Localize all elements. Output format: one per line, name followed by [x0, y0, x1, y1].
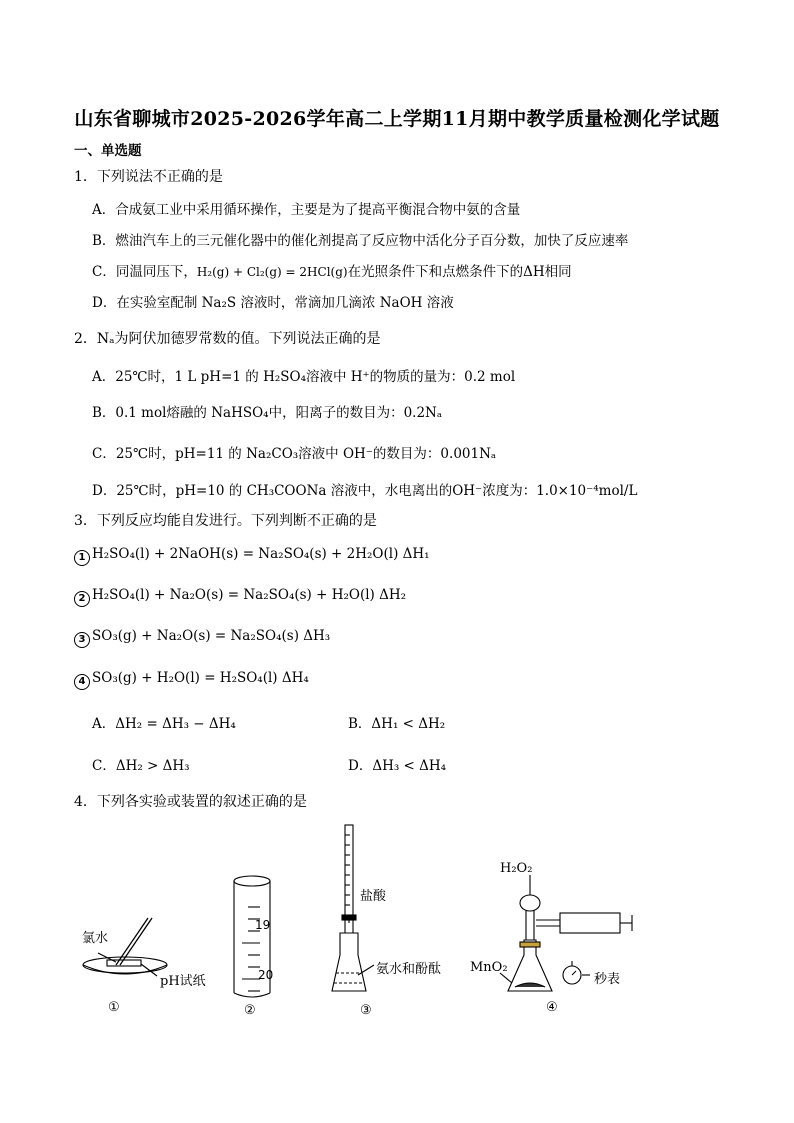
label-chlorine-water: 氯水 [82, 931, 109, 946]
q1-option-c [92, 260, 572, 280]
section-heading: 一、单选题 [74, 143, 142, 159]
circled-number: 2 [74, 591, 90, 607]
figure-number-1: ① [108, 1000, 120, 1015]
q3-equation-4-text: SO₃(g) + H₂O(l) = H₂SO₄(l) ΔH₄ [92, 670, 309, 686]
q2-option-d: D．25℃时，pH=10 的 CH₃COONa 溶液中，水电离出的OH⁻浓度为：1.0×10⁻⁴mol/L [92, 483, 638, 499]
q1-option-d: D．在实验室配制 Na₂S 溶液时，常滴加几滴浓 NaOH 溶液 [92, 295, 454, 311]
q1-option-b: B．燃油汽车上的三元催化器中的催化剂提高了反应物中活化分子百分数，加快了反应速率 [92, 233, 629, 249]
label-mno2: MnO₂ [470, 960, 508, 975]
circled-number: 1 [74, 550, 90, 566]
experiment-apparatus-figure [60, 815, 660, 1025]
figure-number-4: ④ [546, 1000, 558, 1015]
q3-option-c: C．ΔH₂ > ΔH₃ [92, 758, 190, 774]
figure-number-2: ② [244, 1003, 256, 1018]
q3-option-a: A．ΔH₂ = ΔH₃ − ΔH₄ [92, 716, 236, 732]
label-ammonia-phenolphthalein: 氨水和酚酞 [376, 962, 442, 977]
q1-option-c-equation: H₂(g) + Cl₂(g) = 2HCl(g) [196, 265, 348, 279]
q2-option-c: C．25℃时，pH=11 的 Na₂CO₃溶液中 OH⁻的数目为：0.001Nₐ [92, 446, 497, 462]
circled-number: 3 [74, 632, 90, 648]
q1-option-c-prefix: C．同温同压下， [92, 264, 197, 280]
q3-equation-3 [74, 628, 330, 648]
label-hydrochloric-acid: 盐酸 [360, 889, 387, 904]
page-title: 山东省聊城市2025-2026学年高二上学期11月期中教学质量检测化学试题 [74, 108, 720, 130]
q2-option-a: A．25℃时，1 L pH=1 的 H₂SO₄溶液中 H⁺的物质的量为：0.2 mol [92, 369, 516, 385]
q1-option-a: A．合成氨工业中采用循环操作，主要是为了提高平衡混合物中氨的含量 [92, 202, 521, 218]
label-h2o2: H₂O₂ [500, 861, 533, 876]
q3-equation-3-text: SO₃(g) + Na₂O(s) = Na₂SO₄(s) ΔH₃ [92, 628, 331, 644]
q3-equation-2-text: H₂SO₄(l) + Na₂O(s) = Na₂SO₄(s) + H₂O(l) ΔH₂ [92, 587, 407, 603]
label-stopwatch: 秒表 [594, 972, 621, 987]
tick-label-20: 20 [258, 968, 274, 982]
burette-titration [332, 825, 374, 991]
q3-equation-1 [74, 546, 430, 566]
q3-equation-1-text: H₂SO₄(l) + 2NaOH(s) = Na₂SO₄(s) + 2H₂O(l) ΔH₁ [92, 546, 430, 562]
tick-label-19: 19 [255, 918, 271, 932]
q1-option-c-suffix: 在光照条件下和点燃条件下的ΔH相同 [347, 264, 572, 280]
figure-number-3: ③ [360, 1003, 372, 1018]
q3-equation-4 [74, 670, 309, 690]
q2-option-b: B．0.1 mol熔融的 NaHSO₄中，阳离子的数目为：0.2Nₐ [92, 405, 443, 421]
question-4-stem: 4．下列各实验或装置的叙述正确的是 [74, 794, 307, 810]
q3-option-d: D．ΔH₃ < ΔH₄ [348, 758, 447, 774]
question-3-stem: 3．下列反应均能自发进行。下列判断不正确的是 [74, 513, 377, 529]
q3-option-b: B．ΔH₁ < ΔH₂ [348, 716, 446, 732]
q3-equation-2 [74, 587, 406, 607]
circled-number: 4 [74, 674, 90, 690]
label-ph-paper: pH试纸 [160, 974, 206, 989]
question-1-stem: 1．下列说法不正确的是 [74, 169, 223, 185]
question-2-stem: 2．Nₐ为阿伏加德罗常数的值。下列说法正确的是 [74, 331, 381, 347]
